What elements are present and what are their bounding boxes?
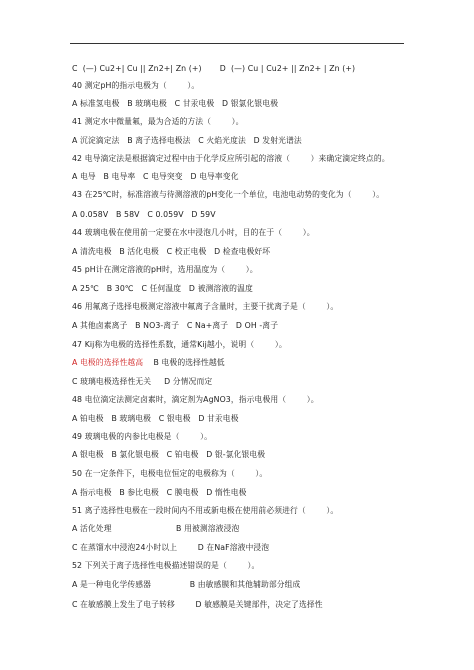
line-text: A 其他卤素离子 B NO3-离子 C Na+离子 D OH -离子: [72, 321, 279, 330]
line-text: C (—) Cu2+| Cu || Zn2+| Zn (+) D (—) Cu | Cu2+ || Zn2+ | Zn (+): [72, 64, 356, 73]
text-line: [72, 154, 390, 164]
line-text: 43 在25℃时，标准溶液与待测溶液的pH变化一个单位，电池电动势的变化为（ ）。: [72, 190, 385, 199]
line-text: A 铂电极 B 玻璃电极 C 银电极 D 甘汞电极: [72, 414, 239, 423]
line-text: 47 Kij称为电极的选择性系数，通常Kij越小，说明（ ）。: [72, 340, 287, 349]
line-text: A 标准氢电极 B 玻璃电极 C 甘汞电极 D 银氯化银电极: [72, 99, 279, 108]
text-line: [72, 81, 199, 91]
text-line: [72, 450, 265, 460]
text-line: [72, 414, 239, 424]
line-text: 44 玻璃电极在使用前一定要在水中浸泡几小时，目的在于（ ）。: [72, 228, 315, 237]
text-line: [72, 395, 319, 405]
text-line: [72, 247, 270, 257]
line-text: A 活化处理 B 用被测溶液浸泡: [72, 524, 240, 533]
text-line: [72, 265, 258, 275]
text-line: [72, 284, 253, 294]
line-text: 51 离子选择性电极在一段时间内不用或新电极在使用前必须进行（ ）。: [72, 506, 339, 515]
line-text: 50 在一定条件下，电极电位恒定的电极称为（ ）。: [72, 469, 268, 478]
line-text: 46 用氟离子选择电极测定溶液中氟离子含量时，主要干扰离子是（ ）。: [72, 302, 339, 311]
text-line: [72, 190, 384, 200]
line-text: A 是一种电化学传感器 B 由敏感膜和其他辅助部分组成: [72, 580, 301, 589]
header-rule: [70, 43, 404, 44]
text-line: [72, 210, 216, 220]
line-text: 45 pH计在测定溶液的pH时，选用温度为（ ）。: [72, 265, 258, 274]
line-text: 42 电导滴定法是根据滴定过程中由于化学反应所引起的溶液（ ）来确定滴定终点的。: [72, 154, 390, 163]
line-text: A 银电极 B 氯化银电极 C 铂电极 D 银-氯化银电极: [72, 450, 266, 459]
text-line: [72, 488, 247, 498]
text-line: [72, 543, 269, 553]
text-line: [72, 136, 302, 146]
text-line: [72, 172, 239, 182]
text-line: [72, 506, 338, 516]
text-line: [72, 228, 315, 238]
line-text: 40 测定pH的指示电极为（ ）。: [72, 81, 200, 90]
line-text: A 0.058V B 58V C 0.059V D 59V: [72, 210, 216, 219]
line-text: 48 电位滴定法测定卤素时，滴定剂为AgNO3，指示电极用（ ）。: [72, 395, 319, 404]
text-line: [72, 302, 338, 312]
text-line: [72, 321, 278, 331]
text-line: [72, 99, 278, 109]
text-line: [72, 64, 355, 74]
text-line: [72, 561, 259, 571]
line-text: 49 玻璃电极的内参比电极是（ ）。: [72, 432, 212, 441]
text-line: [72, 340, 287, 350]
line-text: C 玻璃电极选择性无关 D 分情况而定: [72, 377, 213, 386]
text-line: [72, 432, 212, 442]
text-line: [72, 358, 225, 368]
line-text: A 清洗电极 B 活化电极 C 校正电极 D 检查电极好坏: [72, 247, 271, 256]
line-text-rest: B 电极的选择性越低: [143, 358, 225, 367]
line-text: 41 测定水中微量氟，最为合适的方法（ ）。: [72, 117, 244, 126]
line-text: 52 下列关于离子选择性电极描述错误的是（ ）。: [72, 561, 260, 570]
text-line: [72, 600, 323, 610]
text-line: [72, 377, 212, 387]
line-text: C 在蒸馏水中浸泡24小时以上 D 在NaF溶液中浸泡: [72, 543, 270, 552]
text-line: [72, 117, 244, 127]
text-line: [72, 524, 239, 534]
text-line: [72, 469, 267, 479]
answer-highlight: A 电极的选择性越高: [72, 358, 144, 367]
line-text: A 25℃ B 30℃ C 任何温度 D 被测溶液的温度: [72, 284, 253, 293]
line-text: A 电导 B 电导率 C 电导突变 D 电导率变化: [72, 172, 239, 181]
line-text: A 沉淀滴定法 B 离子选择电极法 C 火焰光度法 D 发射光谱法: [72, 136, 302, 145]
line-text: A 指示电极 B 参比电极 C 膜电极 D 惰性电极: [72, 488, 247, 497]
text-line: [72, 580, 300, 590]
line-text: C 在敏感膜上发生了电子转移 D 敏感膜是关键部件，决定了选择性: [72, 600, 323, 609]
